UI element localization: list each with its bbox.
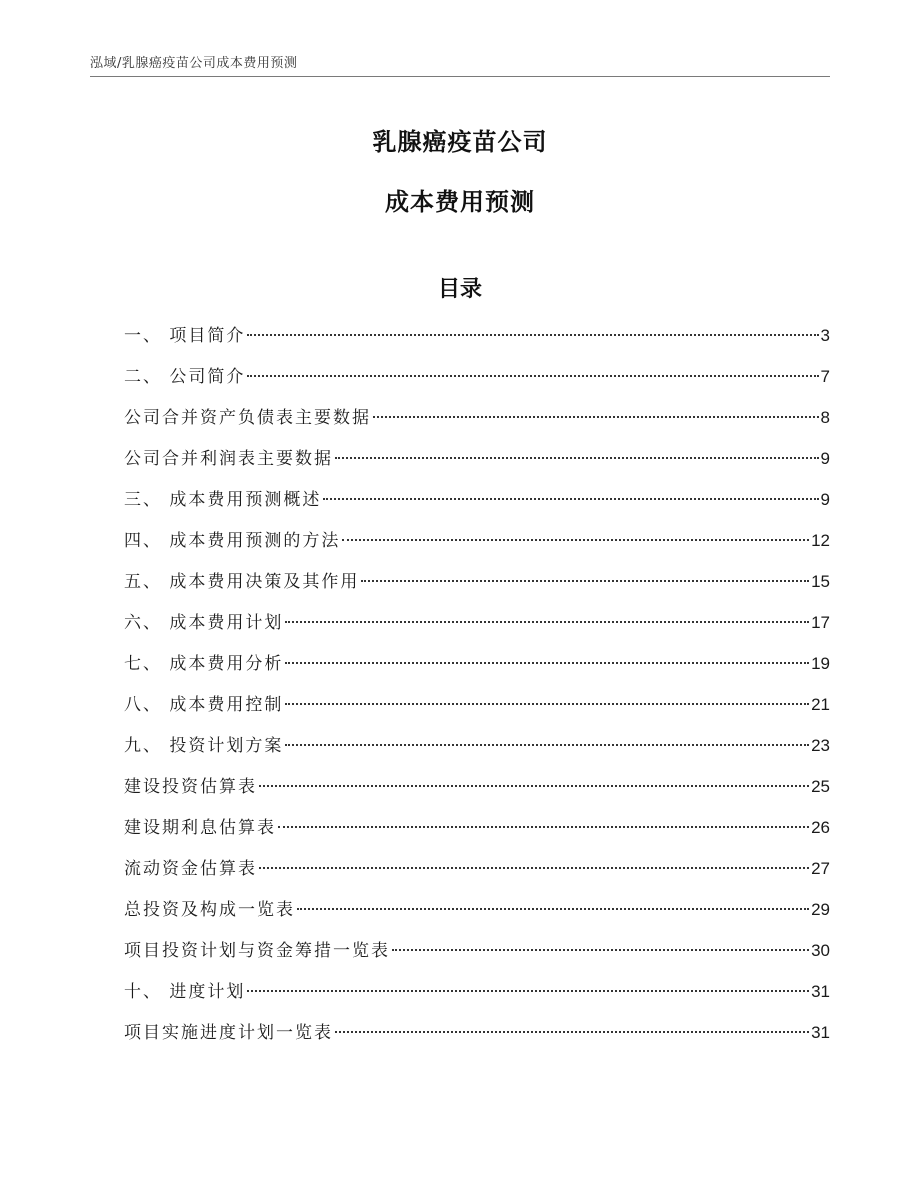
toc-entry[interactable] [124, 525, 830, 566]
toc-leader-dots [278, 826, 809, 828]
toc-entry-page: 12 [811, 531, 830, 550]
toc-entry-label: 三、 成本费用预测概述 [124, 490, 322, 510]
toc-entry[interactable] [124, 566, 830, 607]
toc-entry-label: 五、 成本费用决策及其作用 [124, 572, 360, 592]
toc-entry-label: 一、 项目简介 [124, 326, 246, 346]
toc-entry-label: 九、 投资计划方案 [124, 736, 284, 756]
document-title-subject: 成本费用预测 [385, 188, 535, 216]
toc-entry-page: 23 [811, 736, 830, 755]
toc-entry-label: 四、 成本费用预测的方法 [124, 531, 341, 551]
toc-leader-dots [392, 949, 809, 951]
toc-entry-label: 六、 成本费用计划 [124, 613, 284, 633]
toc-entry-label: 公司合并利润表主要数据 [124, 449, 333, 469]
header-divider [90, 76, 830, 77]
toc-leader-dots [285, 662, 809, 664]
toc-entry-label: 公司合并资产负债表主要数据 [124, 408, 371, 428]
toc-entry-page: 25 [811, 777, 830, 796]
toc-entry-page: 8 [820, 408, 830, 427]
toc-entry-page: 29 [811, 900, 830, 919]
toc-leader-dots [247, 990, 809, 992]
toc-entry[interactable] [124, 402, 830, 443]
document-title-company: 乳腺癌疫苗公司 [372, 128, 548, 156]
toc-leader-dots [297, 908, 809, 910]
running-header: 泓域/乳腺癌疫苗公司成本费用预测 [90, 56, 298, 71]
toc-leader-dots [247, 334, 818, 336]
toc-entry-page: 9 [820, 449, 830, 468]
toc-entry-label: 八、 成本费用控制 [124, 695, 284, 715]
toc-entry[interactable] [124, 361, 830, 402]
toc-entry-label: 流动资金估算表 [124, 859, 257, 879]
toc-leader-dots [335, 1031, 809, 1033]
toc-entry[interactable] [124, 320, 830, 361]
toc-leader-dots [285, 703, 809, 705]
toc-entry-label: 建设投资估算表 [124, 777, 257, 797]
toc-entry-page: 27 [811, 859, 830, 878]
toc-entry-label: 十、 进度计划 [124, 982, 246, 1002]
toc-entry-label: 二、 公司简介 [124, 367, 246, 387]
toc-entry[interactable] [124, 976, 830, 1017]
toc-entry-page: 15 [811, 572, 830, 591]
toc-entry-page: 17 [811, 613, 830, 632]
toc-entry-page: 21 [811, 695, 830, 714]
table-of-contents [124, 320, 830, 1058]
toc-entry[interactable] [124, 443, 830, 484]
toc-entry[interactable] [124, 935, 830, 976]
toc-entry[interactable] [124, 730, 830, 771]
toc-entry[interactable] [124, 648, 830, 689]
toc-entry-page: 9 [820, 490, 830, 509]
toc-entry[interactable] [124, 812, 830, 853]
toc-leader-dots [323, 498, 818, 500]
toc-entry-page: 31 [811, 1023, 830, 1042]
toc-entry-label: 项目投资计划与资金筹措一览表 [124, 941, 390, 961]
toc-leader-dots [285, 621, 809, 623]
toc-entry-label: 项目实施进度计划一览表 [124, 1023, 333, 1043]
toc-entry[interactable] [124, 894, 830, 935]
toc-leader-dots [373, 416, 819, 418]
toc-leader-dots [259, 785, 809, 787]
toc-entry[interactable] [124, 689, 830, 730]
toc-entry[interactable] [124, 1017, 830, 1058]
toc-entry-label: 七、 成本费用分析 [124, 654, 284, 674]
toc-leader-dots [361, 580, 809, 582]
toc-entry-page: 19 [811, 654, 830, 673]
toc-leader-dots [342, 539, 809, 541]
toc-entry[interactable] [124, 853, 830, 894]
toc-entry-page: 3 [820, 326, 830, 345]
toc-leader-dots [335, 457, 819, 459]
toc-entry-page: 26 [811, 818, 830, 837]
toc-leader-dots [247, 375, 818, 377]
toc-leader-dots [259, 867, 809, 869]
toc-entry-page: 7 [820, 367, 830, 386]
toc-entry-label: 建设期利息估算表 [124, 818, 276, 838]
toc-entry-page: 30 [811, 941, 830, 960]
toc-leader-dots [285, 744, 809, 746]
toc-entry[interactable] [124, 607, 830, 648]
toc-heading: 目录 [437, 277, 482, 302]
toc-entry-page: 31 [811, 982, 830, 1001]
toc-entry[interactable] [124, 484, 830, 525]
toc-entry[interactable] [124, 771, 830, 812]
toc-entry-label: 总投资及构成一览表 [124, 900, 295, 920]
